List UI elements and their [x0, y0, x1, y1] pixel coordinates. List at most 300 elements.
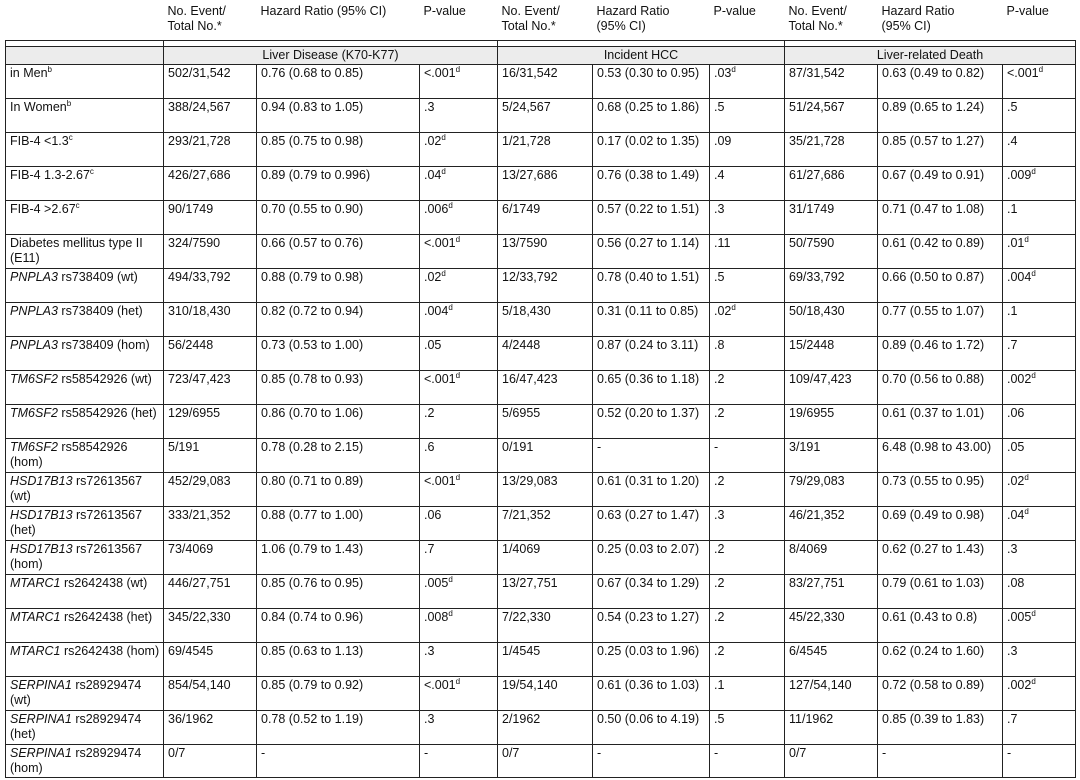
hazard-ratio-cell	[878, 507, 1003, 541]
events-cell	[164, 167, 257, 201]
events-value: 19/6955	[789, 406, 835, 420]
row-label-text: MTARC1	[10, 610, 61, 624]
events-value: 2/1962	[502, 712, 541, 726]
hazard-ratio-value: 0.57 (0.22 to 1.51)	[597, 202, 700, 216]
hazard-ratio-cell	[593, 133, 710, 167]
p-value-cell	[420, 643, 498, 677]
p-value-value: -	[714, 746, 719, 760]
p-value-value: .1	[1007, 304, 1018, 318]
hazard-ratio-cell	[593, 303, 710, 337]
p-value-cell	[420, 65, 498, 99]
footnote-marker: d	[448, 575, 453, 584]
hazard-ratio-value: 0.89 (0.79 to 0.996)	[261, 168, 371, 182]
p-value-value: .2	[714, 372, 725, 386]
table-row	[6, 711, 1076, 745]
hazard-ratio-cell	[257, 337, 420, 371]
p-value-cell	[1003, 99, 1076, 133]
footnote-marker: c	[89, 167, 94, 176]
events-cell	[498, 507, 593, 541]
p-value-cell	[710, 269, 785, 303]
events-value: 61/27,686	[789, 168, 845, 182]
events-cell	[498, 269, 593, 303]
p-value-cell	[1003, 541, 1076, 575]
hazard-ratio-value: 0.68 (0.25 to 1.86)	[597, 100, 700, 114]
p-value-cell	[710, 99, 785, 133]
p-value-value: .02	[424, 270, 442, 284]
hazard-ratio-value: 0.73 (0.55 to 0.95)	[882, 474, 985, 488]
row-label	[6, 745, 164, 778]
hazard-ratio-value: 0.62 (0.27 to 1.43)	[882, 542, 985, 556]
p-value-value: .4	[1007, 134, 1018, 148]
hazard-ratio-cell	[593, 541, 710, 575]
p-value-value: .2	[714, 406, 725, 420]
p-value-cell	[1003, 711, 1076, 745]
hazard-ratio-value: 0.78 (0.40 to 1.51)	[597, 270, 700, 284]
events-value: 87/31,542	[789, 66, 845, 80]
p-value-value: .3	[424, 644, 435, 658]
hazard-ratio-value: 0.61 (0.31 to 1.20)	[597, 474, 700, 488]
table-row	[6, 303, 1076, 337]
footnote-marker: d	[448, 201, 453, 210]
p-value-cell	[420, 575, 498, 609]
p-value-cell	[420, 201, 498, 235]
row-label-text: SERPINA1	[10, 678, 72, 692]
events-value: 79/29,083	[789, 474, 845, 488]
hazard-ratio-value: 0.61 (0.42 to 0.89)	[882, 236, 985, 250]
events-value: 69/33,792	[789, 270, 845, 284]
hazard-ratio-cell	[593, 643, 710, 677]
table-row	[6, 643, 1076, 677]
events-cell	[785, 439, 878, 473]
events-cell	[498, 575, 593, 609]
p-value-value: .3	[1007, 542, 1018, 556]
p-value-cell	[1003, 405, 1076, 439]
column-header-p-value: P-value	[1006, 4, 1049, 18]
events-value: 3/191	[789, 440, 821, 454]
events-value: 13/27,751	[502, 576, 558, 590]
events-cell	[498, 439, 593, 473]
p-value-value: .004	[1007, 270, 1032, 284]
p-value-value: .005	[1007, 610, 1032, 624]
p-value-cell	[1003, 371, 1076, 405]
p-value-cell	[1003, 473, 1076, 507]
p-value-value: .6	[424, 440, 435, 454]
events-cell	[498, 745, 593, 778]
row-label	[6, 99, 164, 133]
events-value: 324/7590	[168, 236, 221, 250]
row-label-text: PNPLA3	[10, 304, 58, 318]
events-value: 310/18,430	[168, 304, 231, 318]
footnote-marker: d	[455, 371, 461, 380]
events-value: 50/18,430	[789, 304, 845, 318]
events-value: 345/22,330	[168, 610, 231, 624]
table-row	[6, 609, 1076, 643]
hazard-ratio-cell	[878, 677, 1003, 711]
hazard-ratio-cell	[878, 371, 1003, 405]
row-label	[6, 609, 164, 643]
events-cell	[498, 65, 593, 99]
row-label-text: TM6SF2	[10, 372, 58, 386]
p-value-value: .4	[714, 168, 725, 182]
events-value: 333/21,352	[168, 508, 231, 522]
hazard-ratio-value: 0.67 (0.49 to 0.91)	[882, 168, 985, 182]
row-label	[6, 65, 164, 99]
p-value-cell	[420, 541, 498, 575]
hazard-ratio-cell	[878, 303, 1003, 337]
hazard-ratio-cell	[257, 371, 420, 405]
p-value-cell	[1003, 235, 1076, 269]
hazard-ratio-value: 0.84 (0.74 to 0.96)	[261, 610, 364, 624]
events-value: 1/4069	[502, 542, 541, 556]
table-row	[6, 65, 1076, 99]
hazard-ratio-value: -	[882, 746, 887, 760]
p-value-value: .03	[714, 66, 732, 80]
row-label-text: rs2642438 (het)	[60, 610, 153, 624]
row-label	[6, 473, 164, 507]
table-row	[6, 133, 1076, 167]
row-label	[6, 711, 164, 745]
hazard-ratio-value: 0.69 (0.49 to 0.98)	[882, 508, 985, 522]
events-cell	[498, 609, 593, 643]
events-value: 0/7	[502, 746, 520, 760]
hazard-ratio-value: 0.63 (0.27 to 1.47)	[597, 508, 700, 522]
hazard-ratio-cell	[593, 473, 710, 507]
row-label	[6, 269, 164, 303]
p-value-value: .002	[1007, 678, 1032, 692]
hazard-ratio-cell	[878, 473, 1003, 507]
row-label	[6, 235, 164, 269]
row-label-text: rs28929474 (wt)	[10, 678, 142, 707]
p-value-cell	[710, 167, 785, 201]
p-value-cell	[420, 99, 498, 133]
p-value-value: .01	[1007, 236, 1025, 250]
p-value-value: .3	[1007, 644, 1018, 658]
hazard-ratio-cell	[878, 167, 1003, 201]
hazard-ratio-cell	[593, 439, 710, 473]
hazard-ratio-cell	[878, 439, 1003, 473]
row-label-text: In Women	[10, 100, 67, 114]
p-value-cell	[1003, 677, 1076, 711]
p-value-value: -	[1007, 746, 1012, 760]
events-value: 446/27,751	[168, 576, 231, 590]
p-value-cell	[420, 371, 498, 405]
table-row	[6, 201, 1076, 235]
hazard-ratio-value: -	[597, 440, 602, 454]
hazard-ratio-value: 0.85 (0.75 to 0.98)	[261, 134, 364, 148]
footnote-marker: d	[441, 133, 446, 142]
hazard-ratio-value: 0.66 (0.57 to 0.76)	[261, 236, 364, 250]
p-value-cell	[710, 133, 785, 167]
p-value-value: .7	[424, 542, 435, 556]
table-row	[6, 575, 1076, 609]
p-value-cell	[710, 575, 785, 609]
row-label	[6, 337, 164, 371]
hazard-ratio-value: 0.67 (0.34 to 1.29)	[597, 576, 700, 590]
group-header-row	[6, 47, 1076, 65]
hazard-ratio-cell	[257, 303, 420, 337]
footnote-marker: d	[1031, 371, 1036, 380]
events-cell	[498, 473, 593, 507]
events-value: 7/21,352	[502, 508, 551, 522]
column-header-row	[6, 4, 1076, 41]
p-value-cell	[710, 507, 785, 541]
p-value-value: .2	[714, 576, 725, 590]
hazard-ratio-value: 0.85 (0.63 to 1.13)	[261, 644, 364, 658]
events-value: 56/2448	[168, 338, 214, 352]
hazard-ratio-value: 0.72 (0.58 to 0.89)	[882, 678, 985, 692]
table-body	[6, 65, 1076, 778]
p-value-cell	[710, 609, 785, 643]
p-value-value: -	[714, 440, 719, 454]
group-header-liver-disease: Liver Disease (K70-K77)	[164, 47, 498, 65]
hazard-ratio-value: 0.87 (0.24 to 3.11)	[597, 338, 699, 352]
group-header-liver-related-death: Liver-related Death	[785, 47, 1076, 65]
p-value-value: .2	[714, 610, 725, 624]
p-value-cell	[710, 201, 785, 235]
events-value: 0/7	[789, 746, 807, 760]
p-value-value: <.001	[424, 372, 456, 386]
hazard-ratio-cell	[593, 609, 710, 643]
p-value-cell	[710, 235, 785, 269]
events-cell	[785, 745, 878, 778]
p-value-cell	[710, 541, 785, 575]
p-value-value: .5	[1007, 100, 1018, 114]
p-value-value: .5	[714, 270, 725, 284]
group-header-incident-hcc: Incident HCC	[498, 47, 785, 65]
hazard-ratio-cell	[593, 371, 710, 405]
events-value: 50/7590	[789, 236, 835, 250]
events-cell	[785, 201, 878, 235]
events-cell	[164, 303, 257, 337]
events-cell	[164, 405, 257, 439]
hazard-ratio-value: 0.85 (0.39 to 1.83)	[882, 712, 985, 726]
hazard-ratio-value: 0.76 (0.38 to 1.49)	[597, 168, 700, 182]
hazard-ratio-cell	[257, 473, 420, 507]
events-value: 6/1749	[502, 202, 541, 216]
events-cell	[785, 133, 878, 167]
hazard-ratio-value: 0.25 (0.03 to 1.96)	[597, 644, 700, 658]
events-cell	[785, 541, 878, 575]
hazard-ratio-value: 1.06 (0.79 to 1.43)	[261, 542, 364, 556]
p-value-value: .04	[424, 168, 442, 182]
hazard-ratio-value: 0.65 (0.36 to 1.18)	[597, 372, 700, 386]
hazard-ratio-value: 0.85 (0.76 to 0.95)	[261, 576, 364, 590]
events-cell	[498, 677, 593, 711]
p-value-cell	[420, 167, 498, 201]
p-value-value: .7	[1007, 712, 1018, 726]
events-value: 69/4545	[168, 644, 214, 658]
events-cell	[164, 269, 257, 303]
row-label-text: rs28929474 (hom)	[10, 746, 142, 775]
events-value: 15/2448	[789, 338, 835, 352]
table-row	[6, 167, 1076, 201]
row-label-text: rs72613567 (hom)	[10, 542, 143, 571]
row-label-text: rs72613567 (het)	[10, 508, 143, 537]
footnote-marker: b	[47, 65, 52, 74]
row-label-text: PNPLA3	[10, 270, 58, 284]
p-value-value: .005	[424, 576, 449, 590]
events-cell	[164, 371, 257, 405]
events-cell	[164, 337, 257, 371]
events-value: 426/27,686	[168, 168, 231, 182]
hazard-ratio-value: 0.70 (0.55 to 0.90)	[261, 202, 364, 216]
hazard-ratio-cell	[878, 133, 1003, 167]
hazard-ratio-cell	[878, 711, 1003, 745]
hazard-ratio-cell	[257, 541, 420, 575]
p-value-value: <.001	[424, 474, 456, 488]
p-value-cell	[420, 405, 498, 439]
p-value-cell	[710, 371, 785, 405]
events-cell	[498, 235, 593, 269]
events-cell	[785, 337, 878, 371]
hazard-ratio-cell	[257, 745, 420, 778]
p-value-value: -	[424, 746, 429, 760]
events-cell	[785, 303, 878, 337]
events-value: 45/22,330	[789, 610, 845, 624]
row-label	[6, 575, 164, 609]
events-cell	[785, 507, 878, 541]
hazard-ratio-value: 0.94 (0.83 to 1.05)	[261, 100, 364, 114]
events-value: 388/24,567	[168, 100, 231, 114]
hazard-ratio-value: -	[261, 746, 266, 760]
row-label	[6, 371, 164, 405]
p-value-value: .06	[424, 508, 442, 522]
events-cell	[785, 167, 878, 201]
row-label-text: rs58542926 (het)	[57, 406, 157, 420]
hazard-ratio-value: 0.50 (0.06 to 4.19)	[597, 712, 700, 726]
events-cell	[164, 473, 257, 507]
events-value: 11/1962	[789, 712, 834, 726]
hazard-ratio-cell	[878, 337, 1003, 371]
events-value: 494/33,792	[168, 270, 231, 284]
footnote-marker: d	[1024, 235, 1029, 244]
events-cell	[498, 371, 593, 405]
row-label-text: Diabetes mellitus type II (E11)	[10, 236, 143, 265]
events-value: 0/7	[168, 746, 186, 760]
hazard-ratio-cell	[878, 65, 1003, 99]
table-row	[6, 99, 1076, 133]
events-value: 4/2448	[502, 338, 541, 352]
hazard-ratio-value: -	[597, 746, 602, 760]
events-cell	[785, 65, 878, 99]
events-value: 16/47,423	[502, 372, 558, 386]
hazard-ratio-value: 0.85 (0.57 to 1.27)	[882, 134, 985, 148]
hazard-ratio-value: 0.52 (0.20 to 1.37)	[597, 406, 700, 420]
p-value-value: .3	[424, 100, 435, 114]
row-label-text: FIB-4 1.3-2.67	[10, 168, 90, 182]
events-value: 7/22,330	[502, 610, 551, 624]
table-row	[6, 677, 1076, 711]
table-row	[6, 235, 1076, 269]
hazard-ratio-cell	[878, 609, 1003, 643]
events-value: 5/6955	[502, 406, 541, 420]
footnote-marker: d	[1031, 269, 1036, 278]
hazard-ratio-value: 0.61 (0.43 to 0.8)	[882, 610, 978, 624]
events-cell	[164, 609, 257, 643]
hazard-ratio-value: 0.89 (0.65 to 1.24)	[882, 100, 985, 114]
table-row	[6, 745, 1076, 778]
events-cell	[785, 677, 878, 711]
events-cell	[785, 575, 878, 609]
events-cell	[164, 507, 257, 541]
hazard-ratio-value: 0.54 (0.23 to 1.27)	[597, 610, 700, 624]
p-value-cell	[1003, 337, 1076, 371]
column-header-p-value: P-value	[423, 4, 466, 18]
p-value-value: .05	[1007, 440, 1025, 454]
p-value-cell	[420, 337, 498, 371]
events-value: 127/54,140	[789, 678, 852, 692]
footnote-marker: d	[1024, 507, 1029, 516]
p-value-value: <.001	[424, 66, 456, 80]
p-value-cell	[710, 337, 785, 371]
p-value-cell	[710, 643, 785, 677]
hazard-ratio-cell	[257, 609, 420, 643]
events-cell	[498, 643, 593, 677]
hazard-ratio-value: 0.63 (0.49 to 0.82)	[882, 66, 985, 80]
hazard-ratio-cell	[593, 677, 710, 711]
p-value-value: .004	[424, 304, 449, 318]
events-value: 19/54,140	[502, 678, 558, 692]
table-row	[6, 371, 1076, 405]
events-cell	[164, 235, 257, 269]
column-header-events: No. Event/ Total No.*	[167, 4, 226, 33]
column-header-hazard-ratio: Hazard Ratio (95% CI)	[596, 4, 670, 33]
p-value-cell	[1003, 133, 1076, 167]
hazard-ratio-cell	[257, 99, 420, 133]
p-value-cell	[1003, 439, 1076, 473]
row-label-text: rs2642438 (hom)	[60, 644, 160, 658]
hazard-ratio-value: 0.78 (0.52 to 1.19)	[261, 712, 364, 726]
row-label	[6, 303, 164, 337]
p-value-cell	[1003, 167, 1076, 201]
events-value: 16/31,542	[502, 66, 558, 80]
row-label	[6, 405, 164, 439]
row-label	[6, 677, 164, 711]
hazard-ratio-value: 0.61 (0.37 to 1.01)	[882, 406, 985, 420]
hazard-ratio-value: 0.56 (0.27 to 1.14)	[597, 236, 700, 250]
p-value-value: .3	[714, 202, 725, 216]
p-value-cell	[420, 133, 498, 167]
events-cell	[785, 711, 878, 745]
row-label	[6, 167, 164, 201]
events-value: 83/27,751	[789, 576, 845, 590]
p-value-cell	[1003, 507, 1076, 541]
column-header-hazard-ratio: Hazard Ratio (95% CI)	[881, 4, 955, 33]
hazard-ratio-value: 0.88 (0.77 to 1.00)	[261, 508, 364, 522]
p-value-value: .2	[714, 644, 725, 658]
events-cell	[164, 677, 257, 711]
p-value-value: .05	[424, 338, 442, 352]
hazard-ratio-cell	[593, 711, 710, 745]
hazard-ratio-cell	[257, 677, 420, 711]
hazard-ratio-value: 0.88 (0.79 to 0.98)	[261, 270, 364, 284]
hazard-ratio-cell	[257, 507, 420, 541]
hazard-ratio-value: 0.66 (0.50 to 0.87)	[882, 270, 985, 284]
hazard-ratio-value: 0.85 (0.79 to 0.92)	[261, 678, 364, 692]
events-value: 35/21,728	[789, 134, 845, 148]
row-label-text: in Men	[10, 66, 48, 80]
group-header-blank	[6, 47, 164, 65]
p-value-value: .3	[424, 712, 435, 726]
row-label-text: FIB-4 <1.3	[10, 134, 69, 148]
row-label	[6, 507, 164, 541]
events-value: 13/7590	[502, 236, 548, 250]
table-row	[6, 405, 1076, 439]
events-value: 51/24,567	[789, 100, 845, 114]
hazard-ratio-value: 0.25 (0.03 to 2.07)	[597, 542, 700, 556]
hazard-ratio-value: 0.31 (0.11 to 0.85)	[597, 304, 699, 318]
p-value-value: <.001	[424, 678, 456, 692]
